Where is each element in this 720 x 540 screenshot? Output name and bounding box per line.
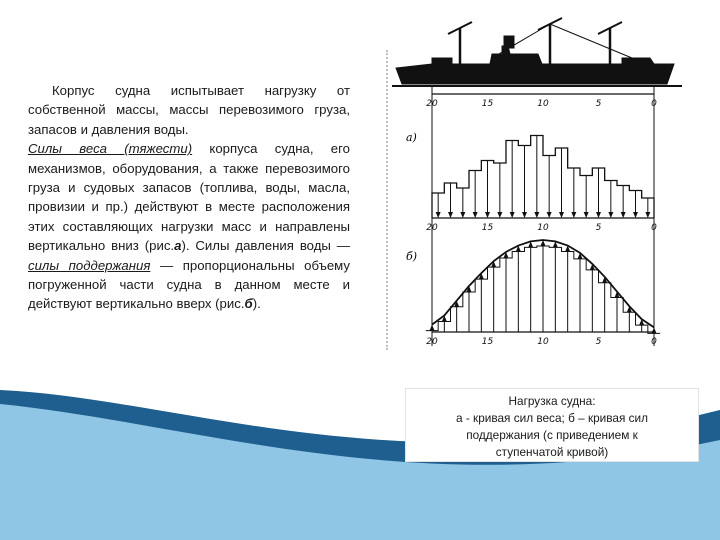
weight-arrowhead xyxy=(436,212,441,218)
weight-arrowhead xyxy=(608,212,613,218)
weight-arrowhead xyxy=(645,212,650,218)
scale-label: 10 xyxy=(537,99,549,109)
scale-label: 0 xyxy=(651,337,657,347)
weight-arrowhead xyxy=(559,212,564,218)
scale-label: 15 xyxy=(481,223,494,233)
scale-label: 10 xyxy=(537,337,549,347)
scale-label: 15 xyxy=(481,337,494,347)
scale-label: 0 xyxy=(651,223,657,233)
paragraph-end: ). xyxy=(252,296,261,312)
caption-line-c: ступенчатой кривой) xyxy=(495,445,609,459)
caption-line-a: а - кривая сил веса; б – кривая сил xyxy=(456,411,648,425)
weight-arrowhead xyxy=(621,212,626,218)
figure-caption xyxy=(405,388,699,462)
weight-arrowhead xyxy=(547,212,552,218)
weight-arrowhead xyxy=(571,212,576,218)
scale-label: 5 xyxy=(595,99,602,109)
weight-arrowhead xyxy=(584,212,589,218)
scale-label: 15 xyxy=(481,99,494,109)
scale-label: 20 xyxy=(426,337,438,347)
weight-arrowhead xyxy=(460,212,465,218)
scale-label: 0 xyxy=(651,99,657,109)
paragraph-water-text: ). Силы давления воды — xyxy=(181,238,350,254)
scale-label: 5 xyxy=(595,223,602,233)
ship-silhouette xyxy=(396,18,674,84)
figure-ref-a: а xyxy=(174,238,182,254)
label-b: б) xyxy=(406,250,418,263)
body-paragraph xyxy=(28,81,350,314)
term-support-forces: силы поддержания xyxy=(28,257,151,273)
scale-label: 5 xyxy=(595,337,602,347)
scale-label: 20 xyxy=(426,99,438,109)
support-diagram xyxy=(426,240,660,347)
weight-step-outline xyxy=(432,136,654,219)
weight-arrowhead xyxy=(497,212,502,218)
weight-arrowhead xyxy=(485,212,490,218)
weight-diagram xyxy=(426,136,657,234)
figure-ref-b: б xyxy=(244,296,253,312)
scale-label: 20 xyxy=(426,223,438,233)
weight-arrowhead xyxy=(534,212,539,218)
caption-title: Нагрузка судна: xyxy=(508,394,596,408)
paragraph-intro: Корпус судна испытывает нагрузку от собственной массы, массы перевозимого груза, запасов и давления воды. xyxy=(28,83,350,137)
paragraph-support-text: — пропорциональны объему погруженной части судна в данном месте и действуют вертикально вверх (рис. xyxy=(28,257,350,312)
term-weight-forces: Силы веса (тяжести) xyxy=(28,141,193,157)
caption-line-b: поддержания (с приведением к xyxy=(466,428,638,442)
weight-arrowhead xyxy=(510,212,515,218)
paragraph-weight-text: корпуса судна, его механизмов, оборудования, а также перевозимого груза и судовых запасов (топлива, воды, масла, провизии и пр.) действуют в месте расположения этих составляющих нагрузки масс и направлены вертикально вниз (рис. xyxy=(28,141,350,254)
label-a: а) xyxy=(406,131,417,144)
weight-arrowhead xyxy=(633,212,638,218)
dotted-divider xyxy=(386,50,390,350)
weight-arrowhead xyxy=(448,212,453,218)
ship-load-figure xyxy=(392,6,682,356)
weight-arrowhead xyxy=(473,212,478,218)
scale-label: 10 xyxy=(537,223,549,233)
weight-arrowhead xyxy=(522,212,527,218)
support-arrowhead xyxy=(430,325,435,331)
weight-arrowhead xyxy=(596,212,601,218)
